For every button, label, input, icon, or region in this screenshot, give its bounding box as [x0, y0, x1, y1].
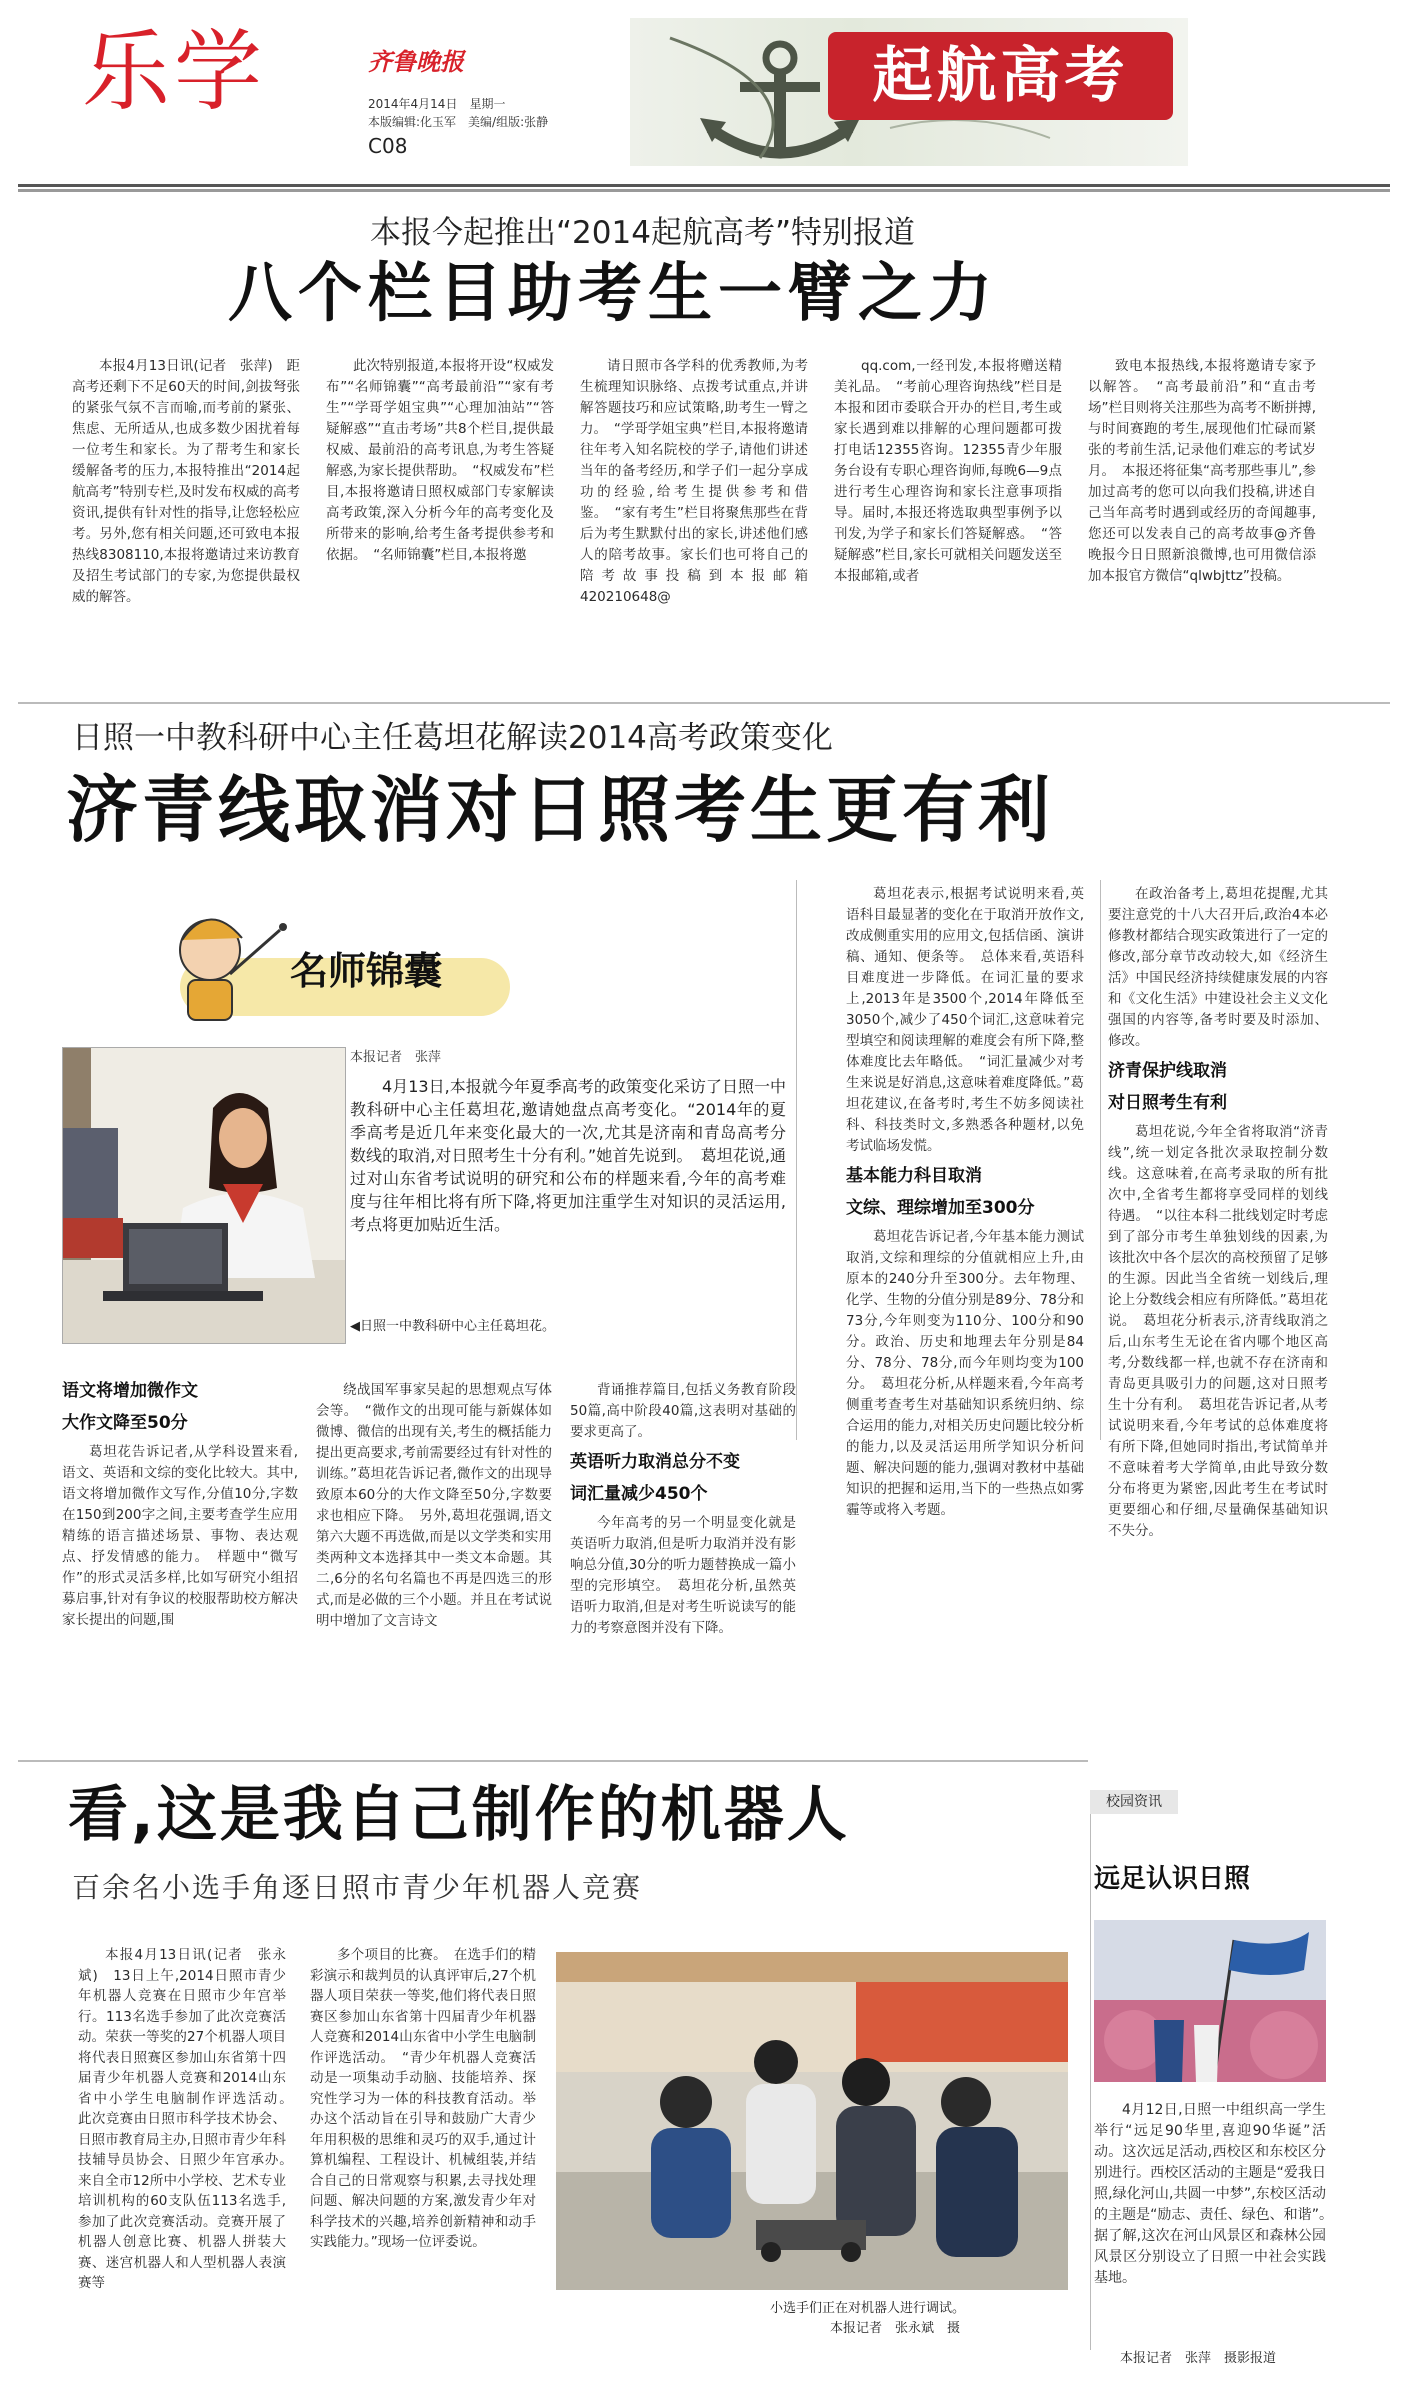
portrait-caption: ◀日照一中教科研中心主任葛坦花。: [350, 1319, 555, 1334]
article1-kicker: 本报今起推出“2014起航高考”特别报道: [370, 215, 916, 251]
article1-title: 八个栏目助考生一臂之力: [228, 257, 998, 331]
hiking-photo: [1094, 1920, 1326, 2082]
robot-photo: [556, 1952, 1068, 2290]
page-number: C08: [368, 134, 408, 158]
article1-column-4: [834, 356, 1062, 587]
portrait-photo: [62, 1047, 346, 1344]
masthead-rule: [18, 184, 1390, 192]
column-rule-2: [1100, 880, 1101, 1440]
article1-column-2: [326, 356, 554, 566]
article2-byline: 本报记者 张萍: [350, 1050, 442, 1065]
article3-title: 看,这是我自己制作的机器人: [68, 1780, 850, 1850]
chinese-paragraph: 葛坦花告诉记者,从学科设置来看,语文、英语和文综的变化比较大。其中,语文将增加微作文写作,分值10分,字数在150到200字之间,主要考查学生应用精练的语言描述场景、事物、表达观点、抒发情感的能力。 样题中“微写作”的形式灵活多样,比如写研究小组招募启事,针对有争议的校服帮助校方解决家长提出的问题,围: [62, 1444, 298, 1628]
section-divider: [18, 702, 1390, 704]
english-paragraph: 葛坦花表示,根据考试说明来看,英语科目最显著的变化在于取消开放作文,改成侧重实用的应用文,包括信函、演讲稿、通知、便条等。 总体来看,英语科目难度进一步降低。在词汇量的要求上,2013年是3500个,2014年降低至3050个,减少了450个词汇,这意味着完型填空和阅读理解的难度会有所下降,整体难度比去年略低。 “词汇量减少对考生来说是好消息,这意味着难度降低。”葛坦花建议,在备考时,考生不妨多阅读社科、科技类时文,多熟悉各种题材,以免考试临场发慌。: [846, 886, 1084, 1154]
sidebar-text: 4月12日,日照一中组织高一学生举行“远足90华里,喜迎90华诞”活动。这次远足活动,西校区和东校区分别进行。西校区活动的主题是“爱我日照,绿化河山,共圆一中梦”,东校区活动的主题是“励志、责任、绿色、和谐”。 据了解,这次在河山风景区和森林公园风景区分别设立了日照一中社会实践基地。: [1094, 2102, 1340, 2286]
sidebar-body: [1094, 2100, 1340, 2289]
subhead-jiqing-line: 济青保护线取消: [1108, 1061, 1227, 1081]
sidebar-column-label: 校园资讯: [1090, 1790, 1178, 1814]
subhead-vocabulary: 词汇量减少450个: [570, 1484, 708, 1504]
article3-text-2: 多个项目的比赛。 在选手们的精彩演示和裁判员的认真评审后,27个机器人项目荣获一等奖,他们将代表日照赛区参加山东省第十四届青少年机器人竞赛和2014山东省中小学生电脑制作评选活动。 “青少年机器人竞赛活动是一项集动手动脑、技能培养、探究性学习为一体的科技教育活动。举办这个活动旨在引导和鼓励广大青少年用积极的思维和灵巧的双手,通过计算机编程、工程设计、机械组装,并结合自己的日常观察与积累,去寻找处理问题、解决问题的方案,激发青少年对科学技术的兴趣,培养创新精神和动手实践能力。”现场一位评委说。: [310, 1947, 536, 2250]
listening-paragraph: 今年高考的另一个明显变化就是英语听力取消,但是听力取消并没有影响总分值,30分的听力题替换成一篇小型的完形填空。 葛坦花分析,虽然英语听力取消,但是对考生听说读写的能力的考察意图并没有下降。: [570, 1515, 796, 1636]
subhead-listening: 英语听力取消总分不变: [570, 1452, 740, 1472]
robot-photo-caption: 小选手们正在对机器人进行调试。: [770, 2301, 966, 2316]
section-title: 乐学: [82, 20, 267, 123]
recitation-paragraph: 背诵推荐篇目,包括义务教育阶段50篇,高中阶段40篇,这表明对基础的要求更高了。: [570, 1382, 796, 1440]
article2-lead-text: 4月13日,本报就今年夏季高考的政策变化采访了日照一中教科研中心主任葛坦花,邀请她盘点高考变化。“2014年的夏季高考是近几年来变化最大的一次,尤其是济南和青岛高考分数线的取消,对日照考生十分有利。”她首先说到。 葛坦花说,通过对山东省考试说明的研究和公布的样题来看,今年的高考难度与往年相比将有所下降,将更加注重学生对知识的灵活运用,考点将更加贴近生活。: [350, 1077, 786, 1234]
article2-right-column-1: [846, 884, 1084, 1521]
issue-date: 2014年4月14日 星期一: [368, 97, 506, 111]
article3-subtitle: 百余名小选手角逐日照市青少年机器人竞赛: [72, 1871, 643, 1904]
students-flag-image: [1094, 1920, 1326, 2082]
children-robot-image: [556, 1952, 1068, 2290]
article1-text-4: qq.com,一经刊发,本报将赠送精美礼品。 “考前心理咨询热线”栏目是本报和团市委联合开办的栏目,考生或家长遇到难以排解的心理问题都可拨打电话12355咨询。12355青少年服务台设有专职心理咨询师,每晚6—9点进行考生心理咨询和家长注意事项指导。届时,本报还将选取典型事例予以刊发,为学子和家长们答疑解惑。 “答疑解惑”栏目,家长可就相关问题发送至本报邮箱,或者: [834, 358, 1062, 584]
article2-bottom-column-3: [570, 1380, 796, 1639]
sidebar-rule: [1090, 1790, 1091, 2350]
politics-paragraph: 在政治备考上,葛坦花提醒,尤其要注意党的十八大召开后,政治4本必修教材都结合现实政策进行了一定的修改,部分章节改动较大,如《经济生活》中国民经济持续健康发展的内容和《文化生活》中建设社会主义文化强国的内容等,备考时要及时添加、修改。: [1108, 886, 1328, 1049]
article3-text-1: 本报4月13日讯(记者 张永斌) 13日上午,2014日照市青少年机器人竞赛在日照市少年宫举行。113名选手参加了此次竞赛活动。荣获一等奖的27个机器人项目将代表日照赛区参加山东省第十四届青少年机器人竞赛和2014山东省中小学生电脑制作评选活动。 此次竞赛由日照市科学技术协会、日照市教育局主办,日照市青少年科技辅导员协会、日照少年宫承办。 来自全市12所中小学校、艺术专业培训机构的60支队伍113名选手,参加了此次竞赛活动。竞赛开展了机器人创意比赛、机器人拼装大赛、迷宫机器人和人型机器人表演赛等: [78, 1947, 300, 2291]
article2-lead: [350, 1075, 786, 1236]
subhead-score-increase: 文综、理综增加至300分: [846, 1198, 1035, 1218]
jiqing-paragraph: 葛坦花说,今年全省将取消“济青线”,统一划定各批次录取控制分数线。这意味着,在高考录取的所有批次中,全省考生都将享受同样的划线待遇。 “以往本科二批线划定时考虑到了部分市考生单独划线的因素,为该批次中各个层次的高校预留了足够的生源。因此当全省统一划线后,理论上分数线会相应有所降低。”葛坦花说。 葛坦花分析表示,济青线取消之后,山东考生无论在省内哪个地区高考,分数线都一样,也就不存在济南和青岛更具吸引力的问题,这对日照考生十分有利。 葛坦花告诉记者,从考试说明来看,今年考试的总体难度将有所下降,但她同时指出,考试简单并不意味着考大学简单,由此导致分数分布将更为紧密,因此考生在考试时更要细心和仔细,尽量确保基础知识不失分。: [1108, 1124, 1328, 1539]
section-divider-2: [18, 1760, 1088, 1762]
article1-column-1: [72, 356, 300, 608]
column-badge-text: 名师锦囊: [290, 949, 443, 993]
subhead-basic-ability: 基本能力科目取消: [846, 1166, 982, 1186]
article1-column-5: [1088, 356, 1316, 587]
article1-column-3: [580, 356, 808, 608]
robot-photo-credit: 本报记者 张永斌 摄: [830, 2321, 961, 2336]
sidebar-title: 远足认识日照: [1094, 1864, 1251, 1894]
editors-line: 本版编辑:化玉军 美编/组版:张静: [368, 115, 549, 129]
article3-column-2: [310, 1945, 536, 2253]
article1-text-5: 致电本报热线,本报将邀请专家予以解答。 “高考最前沿”和“直击考场”栏目则将关注那些为高考不断拼搏,与时间赛跑的考生,展现他们忙碌而紧张的考前生活,记录他们难忘的考试岁月。 本报还将征集“高考那些事儿”,参加过高考的您可以向我们投稿,讲述自己当年高考时遇到或经历的奇闻趣事,您还可以发表自己的高考故事@齐鲁晚报今日日照新浪微博,也可用微信添加本报官方微信“qlwbjttz”投稿。: [1088, 358, 1316, 584]
article2-title: 济青线取消对日照考生更有利: [66, 768, 1055, 852]
science-score-paragraph: 葛坦花告诉记者,今年基本能力测试取消,文综和理综的分值就相应上升,由原本的240分升至300分。去年物理、化学、生物的分值分别是89分、78分和73分,今年则变为110分、100分和90分。政治、历史和地理去年分别是84分、78分、78分,而今年则均变为100分。 葛坦花分析,从样题来看,今年高考侧重考查考生对基础知识系统归纳、综合运用的能力,对相关历史问题比较分析的能力,以及灵活运用所学知识分析问题、解决问题的能力,强调对教材中基础知识的把握和运用,当下的一些热点如雾霾等或将入考题。: [846, 1229, 1084, 1518]
woman-portrait-image: [63, 1048, 345, 1343]
article2-right-column-2: [1108, 884, 1328, 1542]
article2-bottom-column-2: [316, 1380, 552, 1632]
column-rule-1: [796, 880, 797, 1440]
article1-text-3: 请日照市各学科的优秀教师,为考生梳理知识脉络、点拨考试重点,并讲解答题技巧和应试策略,助考生一臂之力。 “学哥学姐宝典”栏目,本报将邀请往年考入知名院校的学子,请他们讲述当年的备考经历,和学子们一起分享成功的经验,给考生提供参考和借鉴。 “家有考生”栏目将聚焦那些在背后为考生默默付出的家长,讲述他们感人的陪考故事。家长们也可将自己的陪考故事投稿到本报邮箱420210648@: [580, 358, 808, 605]
article2-kicker: 日照一中教科研中心主任葛坦花解读2014高考政策变化: [72, 720, 833, 756]
sidebar-credit: 本报记者 张萍 摄影报道: [1120, 2351, 1277, 2366]
subhead-micro-essay: 语文将增加微作文: [62, 1381, 198, 1401]
article2-bottom-column-1: [62, 1372, 298, 1631]
subhead-favorable: 对日照考生有利: [1108, 1093, 1227, 1113]
paper-logo: 齐鲁晚报: [368, 48, 464, 76]
subhead-essay-score: 大作文降至50分: [62, 1413, 188, 1433]
article3-column-1: [78, 1945, 300, 2294]
article1-text-1: 本报4月13日讯(记者 张萍) 距高考还剩下不足60天的时间,剑拔弩张的紧张气氛不言而喻,而考前的紧张、焦虑、无所适从,也成多数少困扰着每一位考生和家长。为了帮考生和家长缓解备考的压力,本报特推出“2014起航高考”特别专栏,及时发布权威的高考资讯,提供有针对性的指导,让您轻松应考。另外,您有相关问题,还可致电本报热线8308110,本报将邀请过来访教育及招生考试部门的专家,为您提供最权威的解答。: [72, 358, 300, 605]
chinese-paragraph-cont: 绕战国军事家吴起的思想观点写体会等。 “微作文的出现可能与新媒体如微博、微信的出现有关,考生的概括能力提出更高要求,考前需要经过有针对性的训练。”葛坦花告诉记者,微作文的出现导致原本60分的大作文降至50分,字数要求也相应下降。 另外,葛坦花强调,语文第六大题不再选做,而是以文学类和实用类两种文本选择其中一类文本命题。其二,6分的名句名篇也不再是四选三的形式,而是必做的三个小题。并且在考试说明中增加了文言诗文: [316, 1382, 552, 1629]
banner-text: 起航高考: [872, 41, 1129, 111]
article1-text-2: 此次特别报道,本报将开设“权威发布”“名师锦囊”“高考最前沿”“家有考生”“学哥学姐宝典”“心理加油站”“答疑解惑”“直击考场”共8个栏目,提供最权威、最前沿的高考讯息,为考生答疑解惑,为家长提供帮助。 “权威发布”栏目,本报将邀请日照权威部门专家解读高考政策,深入分析今年的高考变化及所带来的影响,给考生备考提供参考和依据。 “名师锦囊”栏目,本报将邀: [326, 358, 554, 563]
